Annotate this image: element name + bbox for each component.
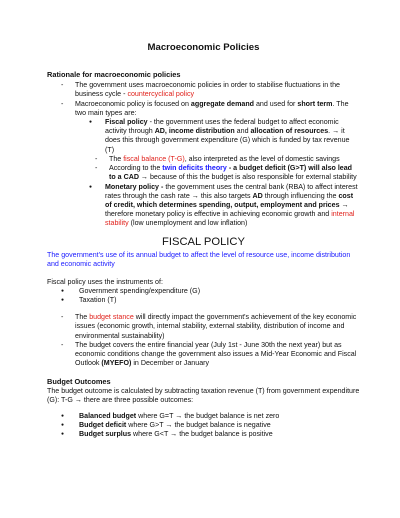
- list-item: [47, 100, 360, 118]
- list-item-monetary: [47, 183, 360, 229]
- instruments-list: [47, 287, 360, 305]
- text: → because of this the budget is also responsible for external stability: [138, 173, 357, 182]
- list-item: [47, 313, 360, 341]
- list-item-fiscal: [47, 118, 360, 183]
- list-item: [47, 164, 360, 182]
- text: and used for: [254, 99, 298, 108]
- budget-notes-list: [47, 313, 360, 368]
- highlight-text: internal stability: [105, 210, 355, 228]
- text: . The two main types are:: [75, 99, 349, 117]
- highlight-text: countercyclical policy: [127, 90, 195, 99]
- policy-types-list: [47, 118, 360, 229]
- bold-text: (MYEFO): [101, 359, 132, 368]
- text: The budget covers the entire financial year (July 1st - June 30th the next year) but as economic conditions change the government also issues a Mid-Year Economic and Fiscal Outlook: [75, 340, 357, 368]
- list-item: [47, 81, 360, 99]
- bold-text: AD, income distribution: [154, 127, 235, 136]
- text: According to the: [109, 164, 163, 173]
- highlight-text: fiscal balance (T-G): [123, 154, 185, 163]
- text: where G=T → the budget balance is net zero: [136, 411, 280, 420]
- text: in December or January: [131, 359, 210, 368]
- text: the government uses the central bank (RBA) to affect interest rates through the cash rate → this also targets: [105, 182, 358, 200]
- rationale-heading: Rationale for macroeconomic policies: [47, 70, 181, 80]
- list-item: [47, 430, 360, 439]
- bold-text: allocation of resources: [250, 127, 329, 136]
- text: therefore monetary policy is effective in achieving economic growth and: [105, 210, 332, 219]
- text: where G>T → the budget balance is negative: [126, 420, 271, 429]
- text: Macroeconomic policy is focused on: [75, 99, 191, 108]
- instruments-intro: Fiscal policy uses the instruments of:: [47, 277, 163, 286]
- bold-text: aggregate demand: [190, 99, 254, 108]
- fiscal-sublist: [47, 155, 360, 183]
- bold-text: Balanced budget: [79, 411, 137, 420]
- fiscal-policy-heading: FISCAL POLICY: [162, 235, 245, 248]
- list-item: [47, 155, 360, 164]
- highlight-text: twin deficits theory: [162, 164, 227, 173]
- text: will directly impact the government's achievement of the key economic issues (economic growth, internal stability, external stability, distribution of income and environmental sustainability): [75, 313, 357, 340]
- list-item: ● Government spending/expenditure (G): [47, 287, 360, 296]
- budget-outcomes-heading: Budget Outcomes: [47, 376, 111, 386]
- list-item: ● Taxation (T): [47, 296, 360, 305]
- text: The government uses macroeconomic policies in order to stabilise fluctuations in the business cycle -: [75, 81, 340, 99]
- text: through influencing the: [262, 191, 339, 200]
- text: The: [109, 154, 124, 163]
- bold-text: - a budget deficit (G>T) will also lead to a CAD: [109, 164, 353, 182]
- text: - the government uses the federal budget to affect economic activity through: [105, 117, 339, 136]
- text: , also interpreted as the level of domestic savings: [184, 154, 340, 163]
- outcomes-intro: The budget outcome is calculated by subtracting taxation revenue (T) from government expenditure (G): T-G → there are three possible outcomes:: [47, 387, 360, 405]
- text: where G<T → the budget balance is positive: [131, 430, 273, 439]
- page-title: Macroeconomic Policies: [147, 42, 260, 53]
- outcomes-list: [47, 412, 360, 440]
- list-item: [47, 421, 360, 430]
- bold-text: cost of credit, which determines spending, output, employment and prices →: [105, 191, 354, 209]
- bold-text: Budget deficit: [79, 420, 127, 429]
- list-item: [47, 412, 360, 421]
- text: (low unemployment and low inflation): [128, 219, 248, 228]
- bold-text: Monetary policy -: [105, 182, 164, 191]
- fiscal-definition: The government's use of its annual budget to affect the level of resource use, income distribution and economic activity: [47, 251, 351, 269]
- text: . → it does this through government expenditure (G) which is funded by tax revenue (T): [105, 127, 350, 154]
- text: and: [234, 127, 251, 136]
- list-item: [47, 341, 360, 369]
- text: The: [75, 313, 90, 322]
- rationale-list: [47, 81, 360, 118]
- highlight-text: budget stance: [89, 313, 134, 322]
- bold-text: Budget surplus: [79, 430, 132, 439]
- bold-text: short term: [297, 99, 333, 108]
- bold-text: AD: [252, 191, 263, 200]
- bold-text: Fiscal policy: [105, 117, 148, 126]
